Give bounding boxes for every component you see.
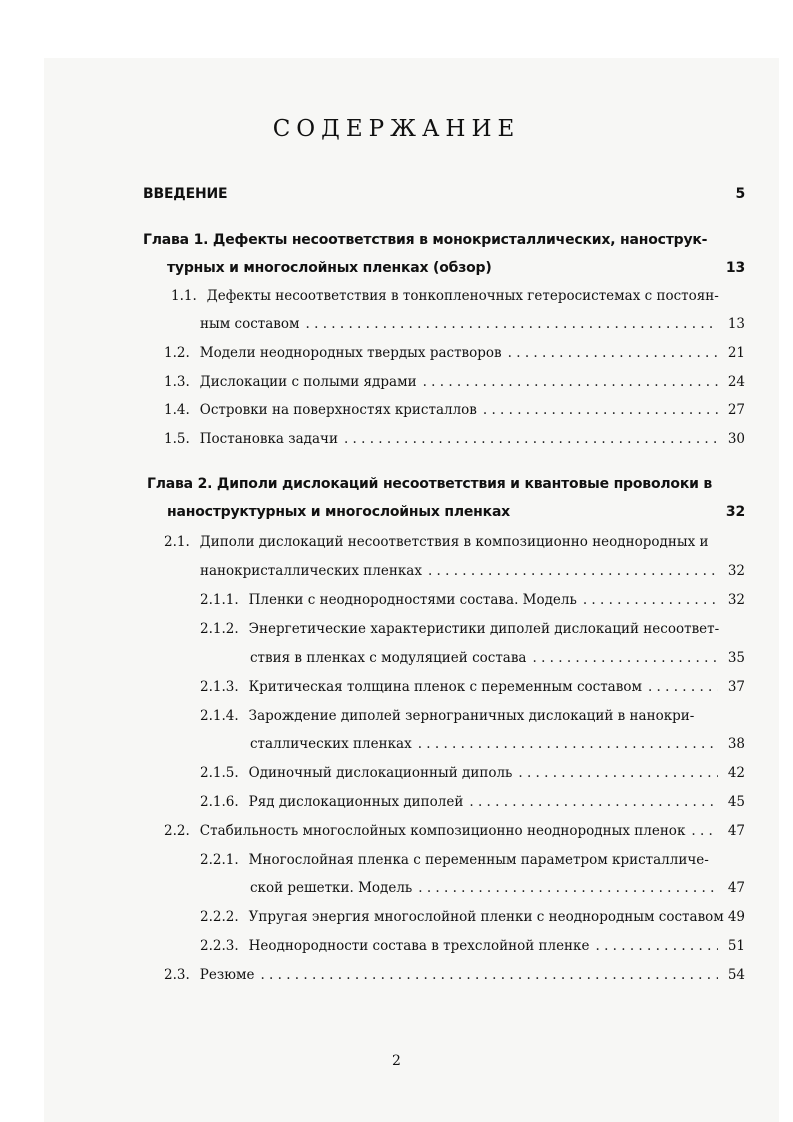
toc-section-2-2-3[interactable]: 2.2.3. Неоднородности состава в трехслойной пленке . . . 51 <box>200 935 745 957</box>
toc-section-1-4[interactable]: 1.4. Островки на поверхностях кристаллов . . . 27 <box>164 399 745 421</box>
toc-section-2-1-1[interactable]: 2.1.1. Пленки с неоднородностями состава. Модель . . . 32 <box>200 589 745 611</box>
toc-section-2-2-2[interactable]: 2.2.2. Упругая энергия многослойной пленки с неоднородным составом 49 <box>200 909 745 925</box>
toc-intro-page: 5 <box>735 186 745 202</box>
toc-section-2-1-5[interactable]: 2.1.5. Одиночный дислокационный диполь . . . 42 <box>200 762 745 784</box>
page-number: 2 <box>392 1053 401 1069</box>
toc-intro-label: ВВЕДЕНИЕ <box>143 186 228 202</box>
toc-section-2-1-2[interactable]: 2.1.2. Энергетические характеристики диполей дислокаций несоответ- <box>200 621 720 637</box>
toc-section-2-1-3[interactable]: 2.1.3. Критическая толщина пленок с переменным составом . . . 37 <box>200 676 745 698</box>
toc-section-1-1[interactable]: 1.1. Дефекты несоответствия в тонкопленочных гетеросистемах с постоян- <box>171 288 719 304</box>
toc-section-2-2-1[interactable]: 2.2.1. Многослойная пленка с переменным параметром кристалличе- <box>200 852 709 868</box>
toc-section-2-1[interactable]: 2.1. Диполи дислокаций несоответствия в композиционно неоднородных и <box>164 534 709 550</box>
toc-section-2-3[interactable]: 2.3. Резюме . . . 54 <box>164 964 745 986</box>
toc-section-1-5[interactable]: 1.5. Постановка задачи . . . 30 <box>164 428 745 450</box>
toc-section-2-1-4[interactable]: 2.1.4. Зарождение диполей зернограничных дислокаций в нанокри- <box>200 708 695 724</box>
toc-chapter2-line1[interactable]: Глава 2. Диполи дислокаций несоответствия и квантовые проволоки в <box>147 476 713 492</box>
toc-section-2-1-cont[interactable]: нанокристаллических пленках . . . 32 <box>200 560 745 582</box>
toc-chapter2-line2[interactable]: наноструктурных и многослойных пленках 32 <box>167 501 745 523</box>
toc-section-2-2[interactable]: 2.2. Стабильность многослойных композиционно неоднородных пленок . . . 47 <box>164 820 745 842</box>
page-title: СОДЕРЖАНИЕ <box>272 116 521 142</box>
toc-chapter1-page: 13 <box>725 260 745 276</box>
toc-section-1-1-cont[interactable]: ным составом . . . 13 <box>200 313 745 335</box>
toc-section-2-1-6[interactable]: 2.1.6. Ряд дислокационных диполей . . . 45 <box>200 791 745 813</box>
toc-section-1-2[interactable]: 1.2. Модели неоднородных твердых растворов . . . 21 <box>164 342 745 364</box>
toc-section-2-1-2-cont[interactable]: ствия в пленках с модуляцией состава . . . 35 <box>250 647 745 669</box>
toc-intro[interactable] <box>143 183 745 205</box>
toc-chapter1-line1[interactable]: Глава 1. Дефекты несоответствия в монокристаллических, нанострук- <box>143 232 708 248</box>
toc-section-2-1-4-cont[interactable]: сталлических пленках . . . 38 <box>250 733 745 755</box>
toc-section-1-3[interactable]: 1.3. Дислокации с полыми ядрами . . . 24 <box>164 371 745 393</box>
toc-chapter2-page: 32 <box>725 504 745 520</box>
toc-section-2-2-1-cont[interactable]: ской решетки. Модель . . . 47 <box>250 877 745 899</box>
toc-chapter1-line2[interactable]: турных и многослойных пленках (обзор) 13 <box>167 257 745 279</box>
